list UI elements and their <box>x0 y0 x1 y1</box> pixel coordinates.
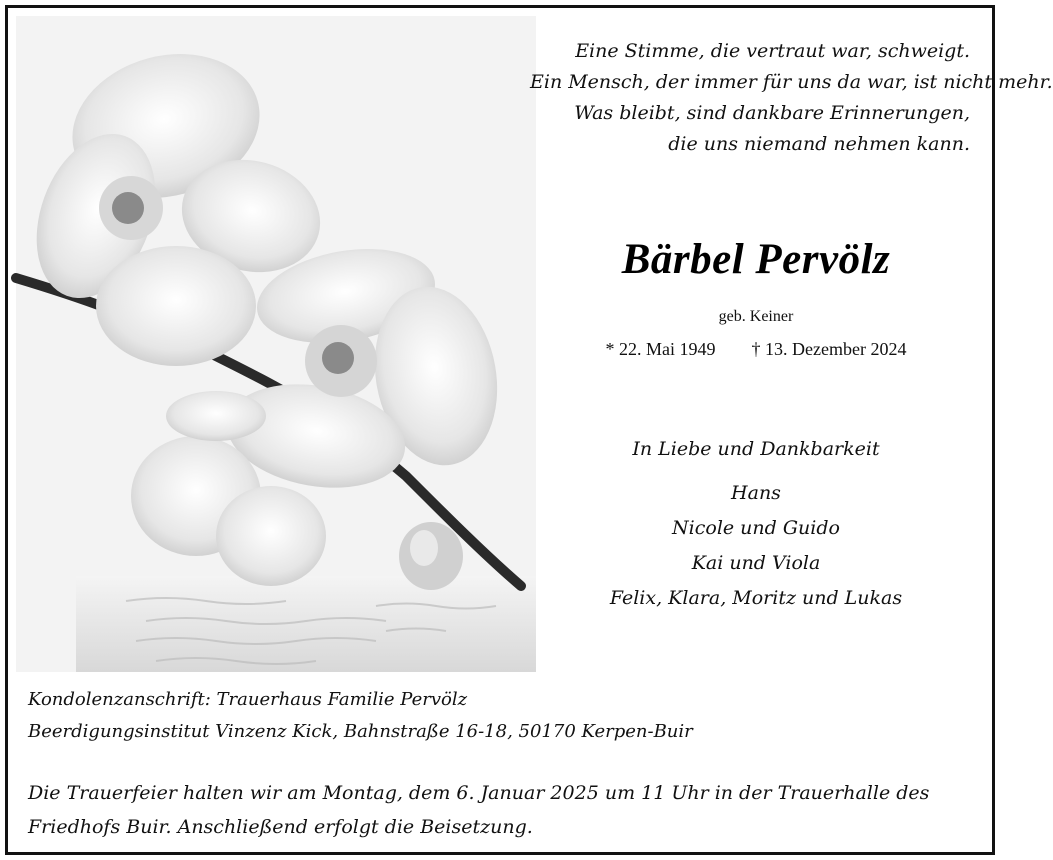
ceremony-notice <box>28 776 988 844</box>
poem-line: Was bleibt, sind dankbare Erinnerungen, <box>574 102 970 124</box>
ceremony-line: Friedhofs Buir. Anschließend erfolgt die Beisetzung. <box>28 816 533 838</box>
obituary-frame <box>5 5 1053 855</box>
mourner-name: Kai und Viola <box>691 552 821 574</box>
death-date: † 13. Dezember 2024 <box>751 339 907 359</box>
birth-date: * 22. Mai 1949 <box>605 339 716 359</box>
deceased-name: Bärbel Pervölz <box>621 236 891 283</box>
poem-line: Ein Mensch, der immer für uns da war, ist nicht mehr. <box>530 71 1053 93</box>
condolence-address <box>28 684 928 748</box>
orchid-branch-icon <box>16 16 536 672</box>
poem-line: Eine Stimme, die vertraut war, schweigt. <box>575 40 970 62</box>
condolence-line: Beerdigungsinstitut Vinzenz Kick, Bahnstraße 16-18, 50170 Kerpen-Buir <box>28 721 693 742</box>
mourners-block <box>556 434 956 616</box>
mourner-name: Hans <box>731 482 781 504</box>
mourner-name: Felix, Klara, Moritz und Lukas <box>609 587 903 609</box>
ceremony-line: Die Trauerfeier halten wir am Montag, dem 6. Januar 2025 um 11 Uhr in der Trauerhalle des <box>28 782 930 804</box>
poem <box>530 36 1053 160</box>
condolence-line: Kondolenzanschrift: Trauerhaus Familie Pervölz <box>28 689 468 710</box>
life-dates <box>566 336 946 362</box>
mourner-name: Nicole und Guido <box>672 517 840 539</box>
birth-name: geb. Keiner <box>718 308 794 325</box>
poem-line: die uns niemand nehmen kann. <box>668 133 970 155</box>
mourners-intro: In Liebe und Dankbarkeit <box>632 438 880 460</box>
orchid-photo <box>16 16 536 672</box>
